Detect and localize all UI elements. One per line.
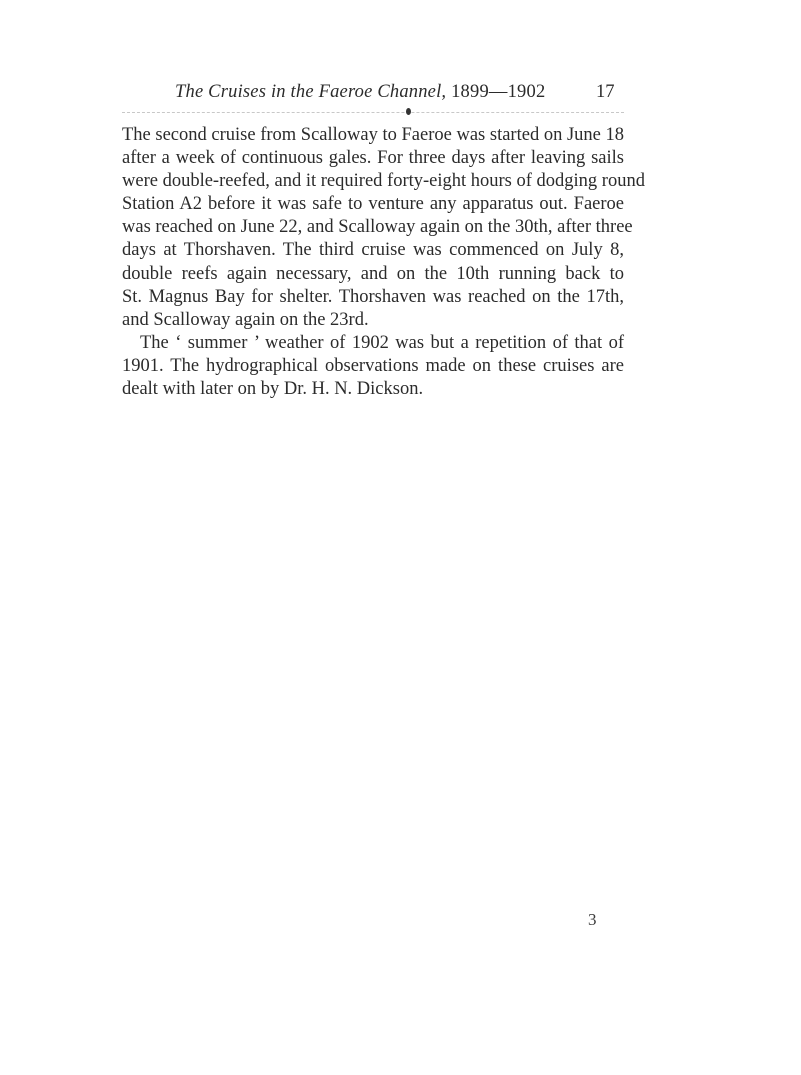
text-line: The second cruise from Scalloway to Faeroe was started on June 18 xyxy=(122,125,624,145)
text-line: was reached on June 22, and Scalloway again on the 30th, after three xyxy=(122,217,633,238)
running-title-italic: The Cruises in the Faeroe Channel, xyxy=(175,82,447,102)
text-line: St. Magnus Bay for shelter. Thorshaven was reached on the 17th, xyxy=(122,286,624,307)
paragraph-2 xyxy=(122,332,624,401)
running-title xyxy=(175,82,545,103)
text-line: dealt with later on by Dr. H. N. Dickson. xyxy=(122,379,424,400)
text-line: Station A2 before it was safe to venture any apparatus out. Faeroe xyxy=(122,194,624,215)
paragraph-1 xyxy=(122,124,645,332)
text-line: after a week of continuous gales. For three days after leaving sails xyxy=(122,148,624,169)
running-title-years: 1899—1902 xyxy=(451,82,546,102)
text-line: 1901. The hydrographical observations made on these cruises are xyxy=(122,355,624,376)
ornament-dot xyxy=(406,108,411,115)
running-head xyxy=(0,82,801,106)
text-line: days at Thorshaven. The third cruise was commenced on July 8, xyxy=(122,240,624,261)
text-line: double reefs again necessary, and on the 10th running back to xyxy=(122,263,624,284)
text-line: and Scalloway again on the 23rd. xyxy=(122,309,369,330)
page-number: 17 xyxy=(596,82,615,102)
text-line: were double-reefed, and it required forty-eight hours of dodging round xyxy=(122,171,645,192)
signature-mark: 3 xyxy=(588,910,597,929)
text-line: The ‘ summer ’ weather of 1902 was but a repetition of that of xyxy=(140,332,624,353)
body-text xyxy=(122,124,645,401)
header-rule xyxy=(122,112,624,113)
